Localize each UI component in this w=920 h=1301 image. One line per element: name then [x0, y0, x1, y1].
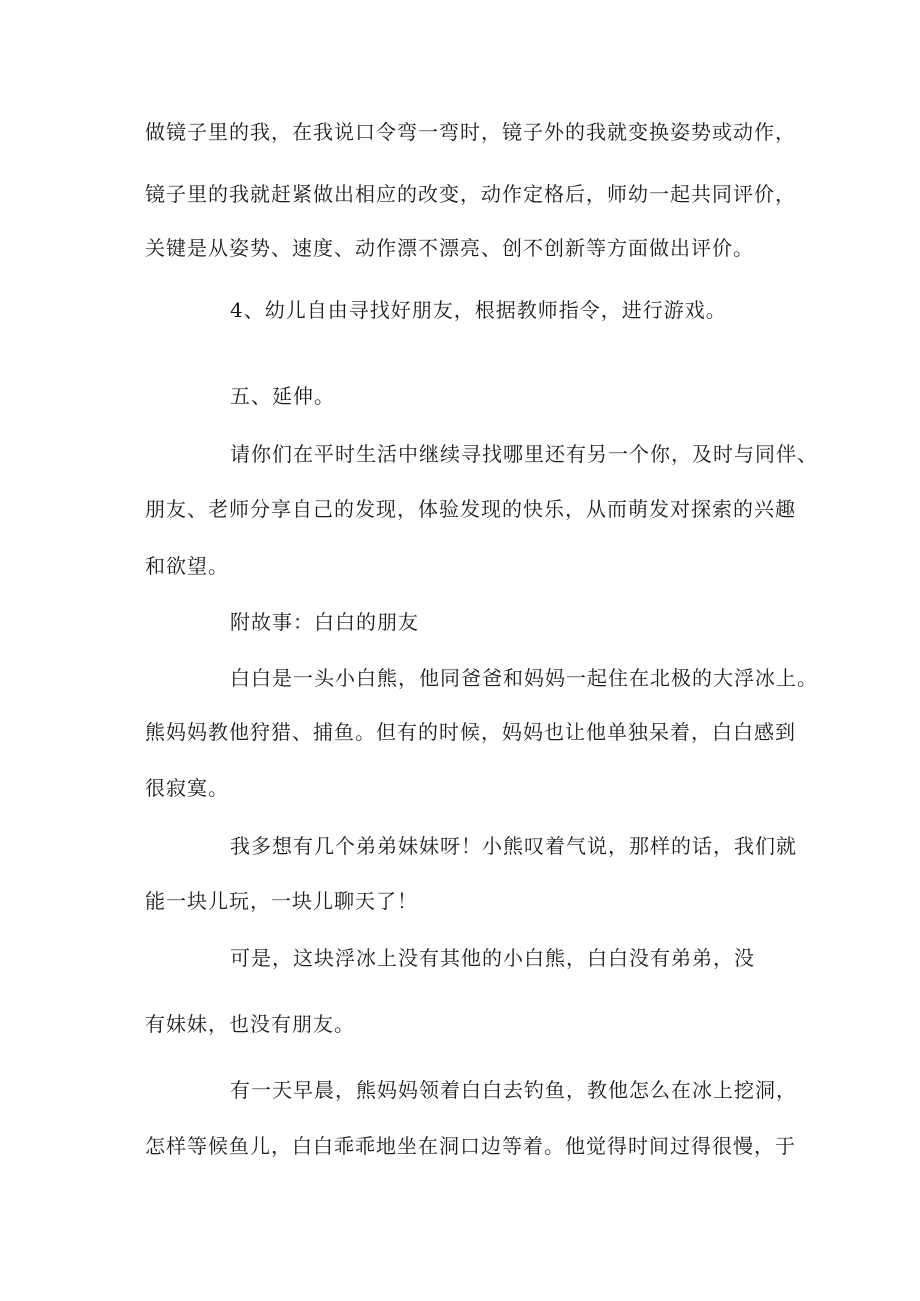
text-line: 朋友、老师分享自己的发现，体验发现的快乐，从而萌发对探索的兴趣	[145, 497, 796, 521]
text-line: 和欲望。	[145, 554, 229, 578]
text-line: 做镜子里的我，在我说口令弯一弯时，镜子外的我就变换姿势或动作，	[145, 120, 796, 144]
text-line: 有一天早晨，熊妈妈领着白白去钓鱼，教他怎么在冰上挖洞，	[230, 1078, 797, 1102]
text-line: 请你们在平时生活中继续寻找哪里还有另一个你，及时与同伴、	[230, 442, 818, 466]
text-line: 能一块儿玩，一块儿聊天了！	[145, 889, 418, 913]
list-item: 4、幼儿自由寻找好朋友，根据教师指令，进行游戏。	[230, 298, 727, 322]
text-line: 怎样等候鱼儿，白白乖乖地坐在洞口边等着。他觉得时间过得很慢，于	[145, 1134, 796, 1158]
section-heading: 五、延伸。	[230, 384, 335, 408]
text-line: 可是，这块浮冰上没有其他的小白熊，白白没有弟弟，没	[230, 946, 755, 970]
text-line: 有妹妹，也没有朋友。	[145, 1012, 355, 1036]
text-line: 熊妈妈教他狩猎、捕鱼。但有的时候，妈妈也让他单独呆着，白白感到	[145, 720, 796, 744]
text-line: 我多想有几个弟弟妹妹呀！小熊叹着气说，那样的话，我们就	[230, 834, 797, 858]
text-line: 关键是从姿势、速度、动作漂不漂亮、创不创新等方面做出评价。	[145, 236, 754, 260]
text-line: 很寂寞。	[145, 776, 229, 800]
story-title: 附故事：白白的朋友	[230, 610, 419, 634]
text-line: 白白是一头小白熊，他同爸爸和妈妈一起住在北极的大浮冰上。	[230, 666, 818, 690]
text-line: 镜子里的我就赶紧做出相应的改变，动作定格后，师幼一起共同评价，	[145, 182, 796, 206]
